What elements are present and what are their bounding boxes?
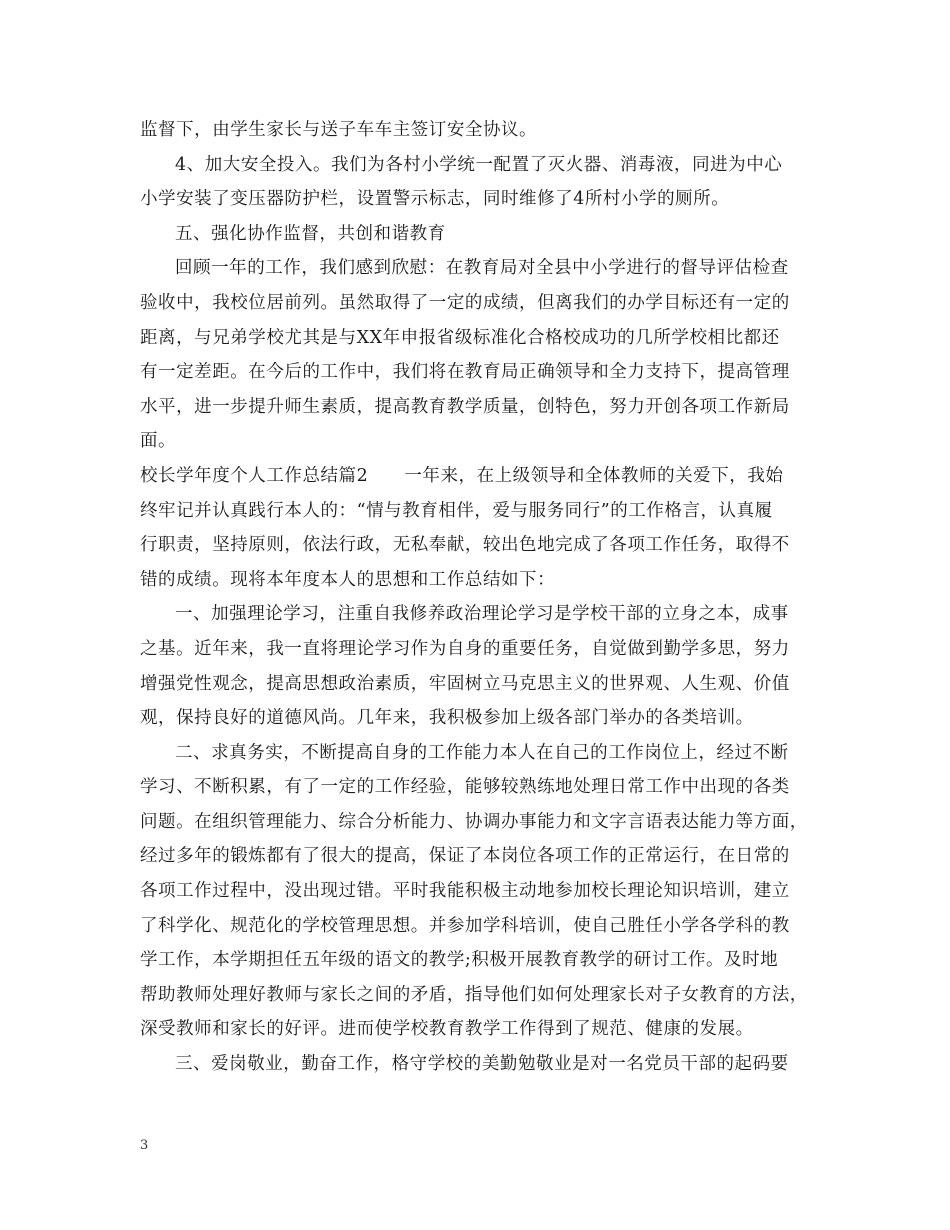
text-line: 了科学化、规范化的学校管理思想。并参加学科培训，使自己胜任小学各学科的教 — [140, 915, 790, 936]
text-line: 深受教师和家长的好评。进而使学校教育教学工作得到了规范、健康的发展。 — [140, 1019, 754, 1040]
text-line: 行职责，坚持原则，依法行政，无私奉献，较出色地完成了各项工作任务，取得不 — [140, 535, 790, 556]
text-line: 经过多年的锻炼都有了很大的提高，保证了本岗位各项工作的正常运行，在日常的 — [140, 846, 790, 867]
text-line: 验收中，我校位居前列。虽然取得了一定的成绩，但离我们的办学目标还有一定的 — [140, 292, 790, 313]
article-title-line: 校长学年度个人工作总结篇2 一年来，在上级领导和全体教师的关爱下，我始 — [140, 465, 784, 486]
text-line: 二、求真务实，不断提高自身的工作能力本人在自己的工作岗位上，经过不断 — [175, 742, 789, 763]
text-line: 问题。在组织管理能力、综合分析能力、协调办事能力和文字言语表达能力等方面， — [140, 811, 808, 832]
section-heading: 五、强化协作监督，共创和谐教育 — [175, 223, 446, 244]
text-line: 小学安装了变压器防护栏，设置警示标志，同时维修了4所村小学的厕所。 — [140, 189, 730, 210]
text-line: 三、爱岗敬业，勤奋工作，格守学校的美勤勉敬业是对一名党员干部的起码要 — [175, 1054, 789, 1075]
page-number: 3 — [140, 1138, 149, 1153]
text-line: 帮助教师处理好教师与家长之间的矛盾，指导他们如何处理家长对子女教育的方法， — [140, 984, 808, 1005]
text-line: 一、加强理论学习，注重自我修养政治理论学习是学校干部的立身之本，成事 — [175, 604, 789, 625]
text-line: 之基。近年来，我一直将理论学习作为自身的重要任务，自觉做到勤学多思，努力 — [140, 638, 790, 659]
text-line: 监督下，由学生家长与送子车车主签订安全协议。 — [140, 120, 538, 140]
document-body — [140, 113, 815, 1082]
text-line: 学习、不断积累，有了一定的工作经验，能够较熟练地处理日常工作中出现的各类 — [140, 777, 790, 798]
text-line: 面。 — [140, 431, 177, 452]
text-line: 各项工作过程中，没出现过错。平时我能积极主动地参加校长理论知识培训，建立 — [140, 881, 790, 902]
text-line: 学工作，本学期担任五年级的语文的教学;积极开展教育教学的研讨工作。及时地 — [140, 950, 779, 971]
text-line: 增强党性观念，提高思想政治素质，牢固树立马克思主义的世界观、人生观、价值 — [140, 673, 790, 694]
text-line: 观，保持良好的道德风尚。几年来，我积极参加上级各部门举办的各类培训。 — [140, 708, 754, 729]
text-line: 距离，与兄弟学校尤其是与XX年申报省级标准化合格校成功的几所学校相比都还 — [140, 327, 780, 348]
text-line: 错的成绩。现将本年度本人的思想和工作总结如下： — [140, 569, 556, 590]
text-line: 水平，进一步提升师生素质，提高教育教学质量，创特色，努力开创各项工作新局 — [140, 396, 790, 417]
text-line: 4、加大安全投入。我们为各村小学统一配置了灭火器、消毒液，同进为中心 — [175, 154, 783, 175]
text-line: 有一定差距。在今后的工作中，我们将在教育局正确领导和全力支持下，提高管理 — [140, 362, 790, 383]
text-line: 终牢记并认真践行本人的：“情与教育相伴，爱与服务同行”的工作格言，认真履 — [140, 500, 773, 521]
text-line: 回顾一年的工作，我们感到欣慰：在教育局对全县中小学进行的督导评估检查 — [175, 258, 789, 279]
